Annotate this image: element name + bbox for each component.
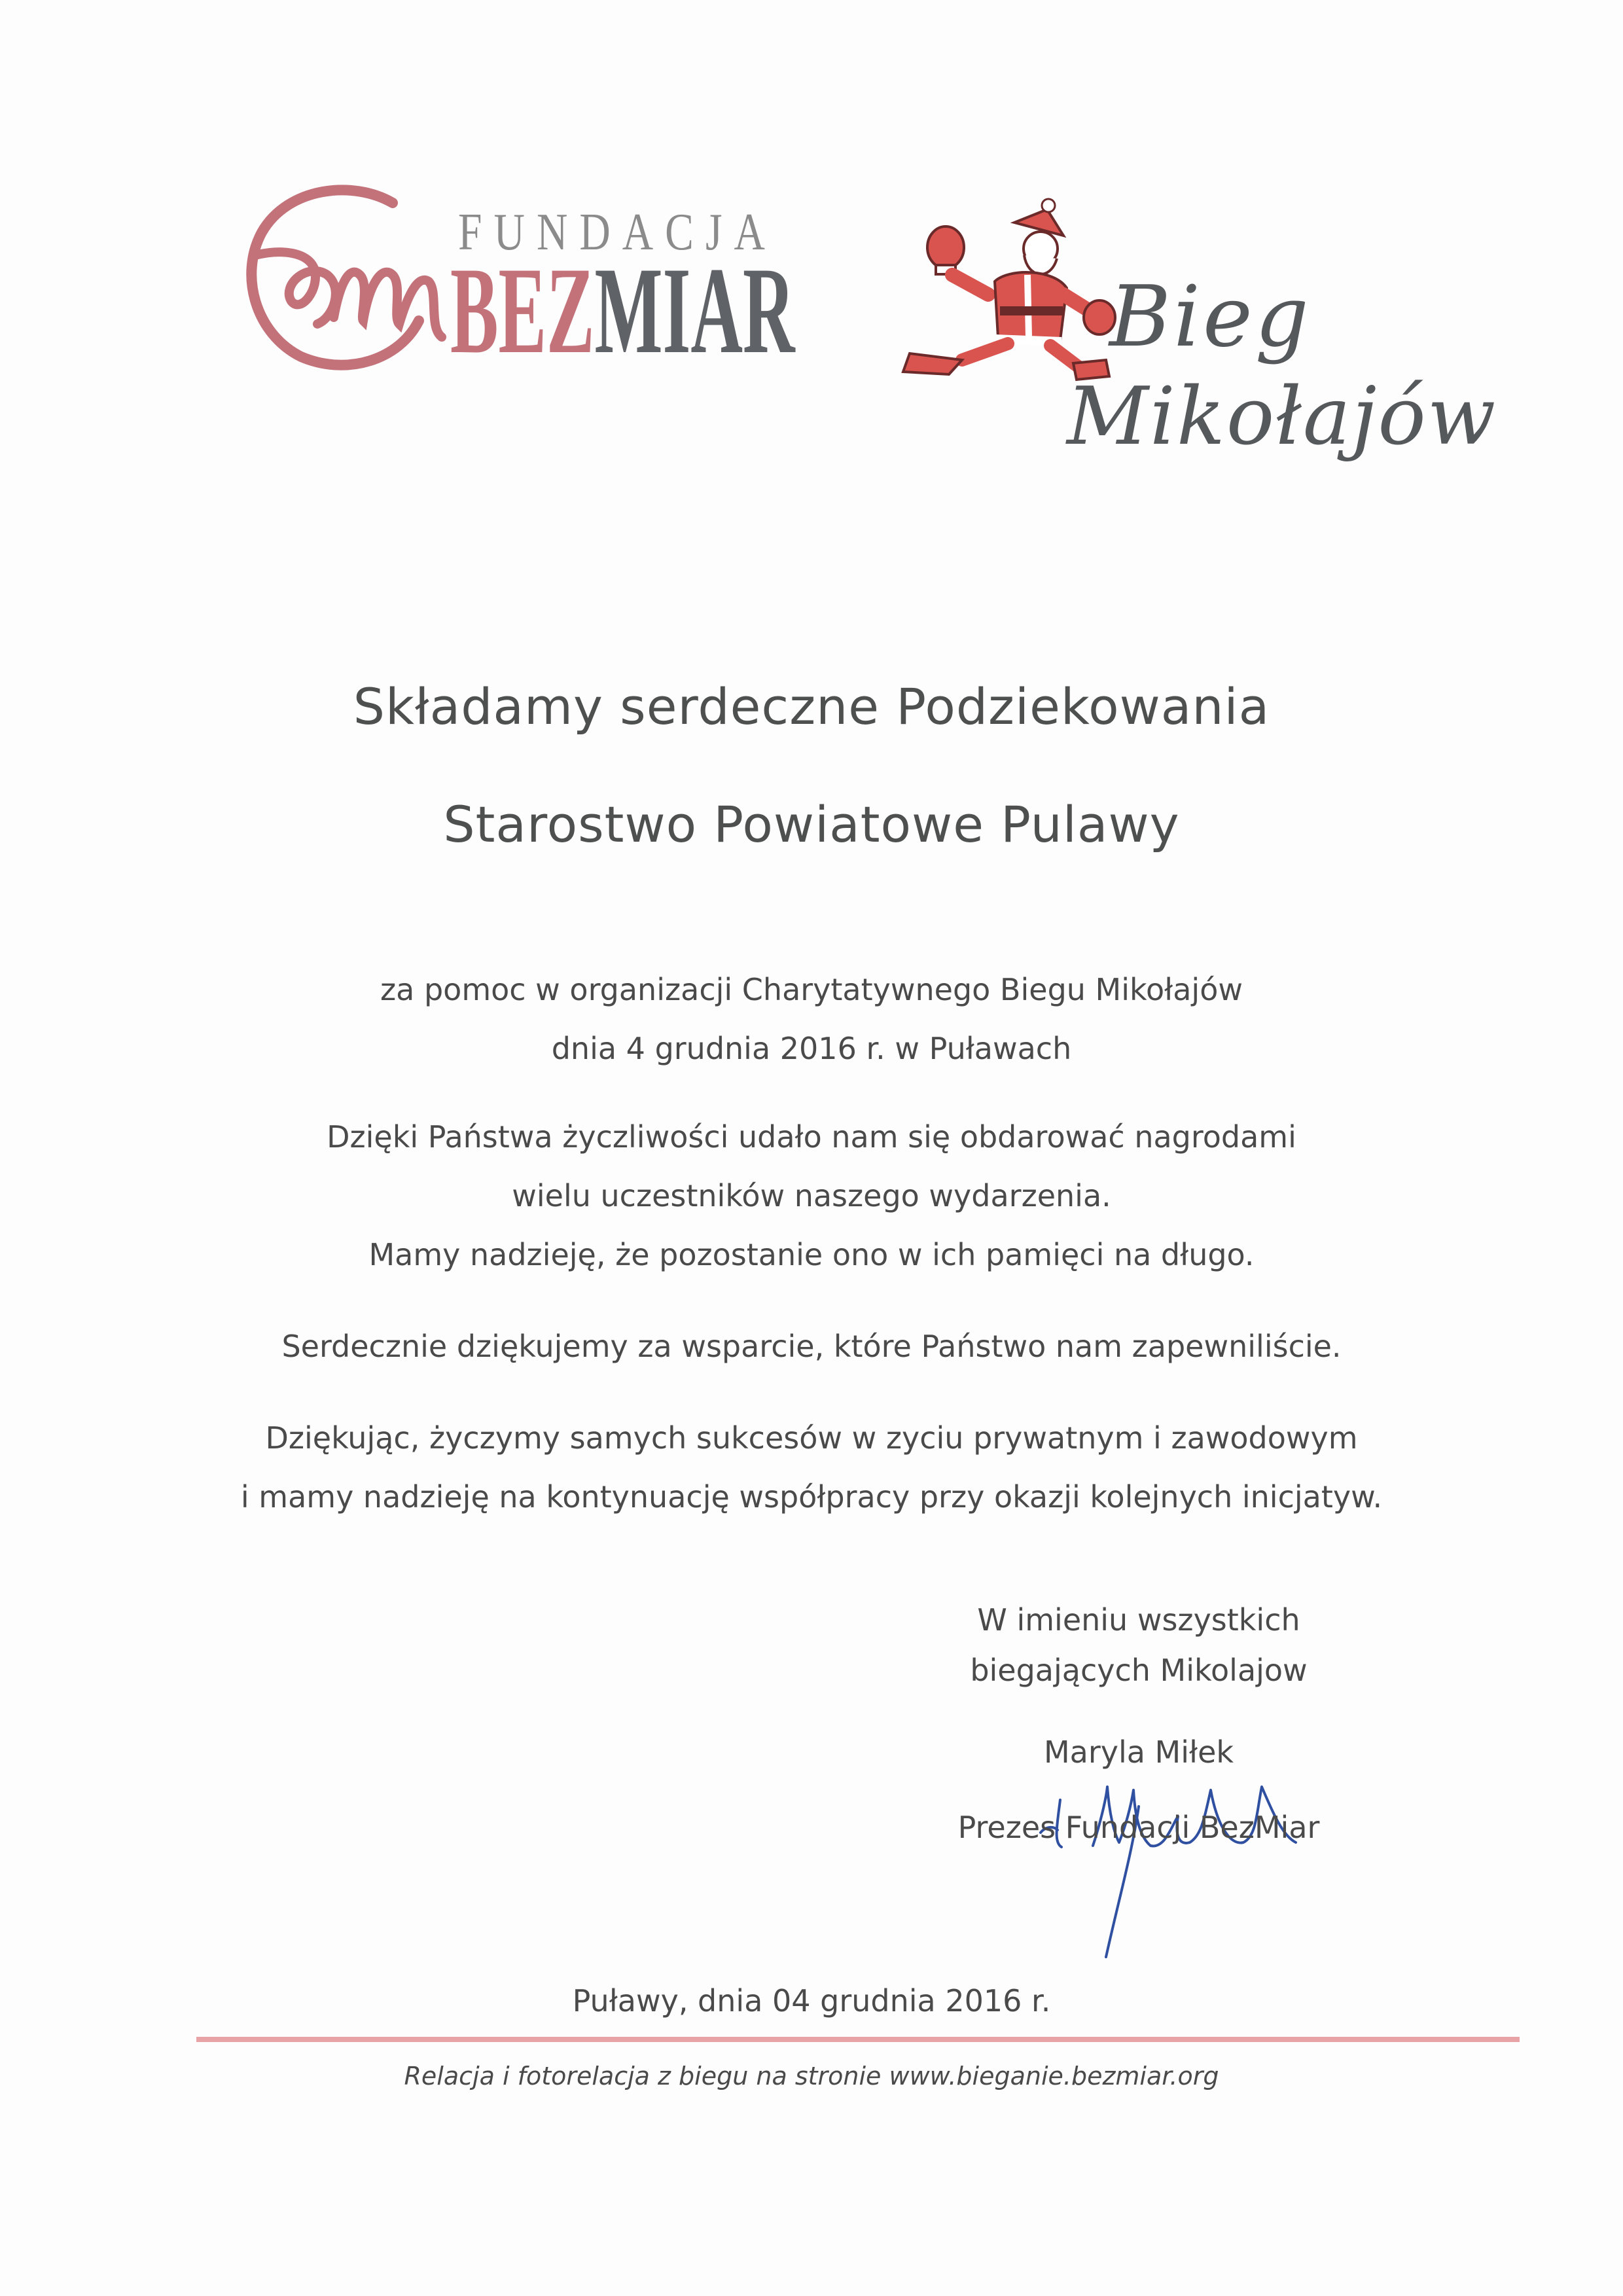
body-line: Dziękując, życzymy samych sukcesów w zyciu prywatnym i zawodowym bbox=[265, 1420, 1358, 1456]
event-logo bbox=[883, 196, 1497, 497]
footer-note: Relacja i fotorelacja z biegu na stronie www.bieganie.bezmiar.org bbox=[404, 2062, 1219, 2090]
signature-line2: biegających Mikolajow bbox=[970, 1653, 1308, 1688]
footer-divider bbox=[196, 2037, 1520, 2042]
body-line: Dzięki Państwa życzliwości udało nam się obdarować nagrodami bbox=[327, 1119, 1296, 1155]
thanks-heading: Składamy serdeczne Podziekowania bbox=[353, 677, 1270, 736]
body-line: wielu uczestników naszego wydarzenia. bbox=[512, 1178, 1111, 1213]
bm-monogram-icon bbox=[229, 177, 465, 386]
body-line: Mamy nadzieję, że pozostanie ono w ich pamięci na długo. bbox=[368, 1237, 1255, 1272]
foundation-logo bbox=[229, 177, 795, 386]
signature-line1: W imieniu wszystkich bbox=[977, 1602, 1300, 1638]
foundation-name: BEZMIAR bbox=[450, 242, 795, 380]
body-line: Serdecznie dziękujemy za wsparcie, które Państwo nam zapewniliście. bbox=[281, 1329, 1342, 1364]
body-line: dnia 4 grudnia 2016 r. w Puławach bbox=[551, 1031, 1072, 1066]
body-line: za pomoc w organizacji Charytatywnego Biegu Mikołajów bbox=[380, 972, 1243, 1007]
body-line: i mamy nadzieję na kontynuację współpracy przy okazji kolejnych inicjatyw. bbox=[240, 1479, 1383, 1515]
signatory-name: Maryla Miłek bbox=[1043, 1734, 1234, 1770]
recipient-heading: Starostwo Powiatowe Pulawy bbox=[443, 795, 1180, 853]
signatory-title: Prezes Fundacji BezMiar bbox=[957, 1810, 1320, 1845]
event-logo-line2: Mikołajów bbox=[1067, 370, 1497, 463]
place-date: Puławy, dnia 04 grudnia 2016 r. bbox=[572, 1983, 1051, 2018]
foundation-word: FUNDACJA bbox=[458, 204, 777, 261]
event-logo-line1: Bieg bbox=[1109, 268, 1311, 366]
running-santa-icon bbox=[883, 196, 1119, 393]
